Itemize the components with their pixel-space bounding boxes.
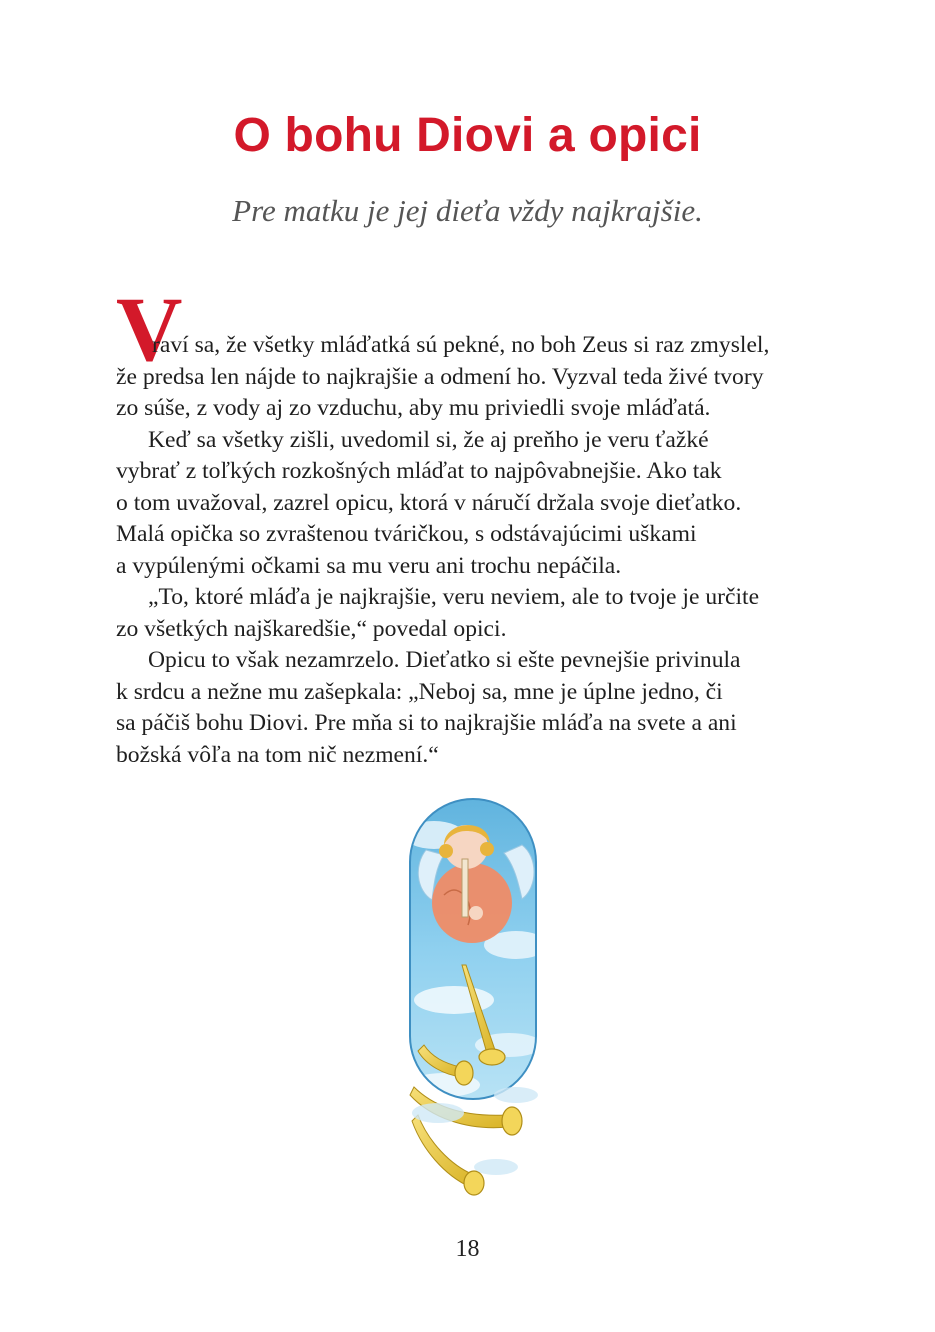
text-line: že predsa len nájde to najkrajšie a odmení ho. Vyzval teda živé tvory (116, 363, 764, 390)
drop-cap-letter: V (116, 278, 183, 380)
text-line: Opicu to však nezamrzelo. Dieťatko si ešte pevnejšie privinula (148, 647, 741, 673)
text-line: vybrať z toľkých rozkošných mláďat to najpôvabnejšie. Ako tak (116, 458, 722, 484)
paragraph (116, 645, 836, 771)
text-line: zo súše, z vody aj zo vzduchu, aby mu priviedli svoje mláďatá. (116, 395, 711, 421)
story-body (116, 330, 836, 771)
paragraph (116, 330, 836, 425)
paragraph (116, 582, 836, 645)
text-line: Keď sa všetky zišli, uvedomil si, že aj preňho je veru ťažké (148, 426, 709, 453)
paragraph (116, 425, 836, 583)
text-line: „To, ktoré mláďa je najkrajšie, veru neviem, ale to tvoje je určite (148, 584, 760, 610)
text-line: a vypúlenými očkami sa mu veru ani trochu nepáčila. (116, 552, 622, 579)
text-line: zo všetkých najškaredšie,“ povedal opici. (116, 615, 507, 642)
story-title: O bohu Diovi a opici (233, 109, 702, 162)
page-number: 18 (455, 1236, 480, 1262)
text-line: raví sa, že všetky mláďatká sú pekné, no boh Zeus si raz zmyslel, (152, 332, 770, 358)
text-line: o tom uvažoval, zazrel opicu, ktorá v náručí držala svoje dieťatko. (116, 489, 742, 516)
angel-with-horns-illustration (404, 795, 552, 1210)
text-line: sa páčiš bohu Diovi. Pre mňa si to najkrajšie mláďa na svete a ani (116, 710, 737, 736)
text-line: Malá opička so zvraštenou tváričkou, s odstávajúcimi uškami (116, 521, 697, 547)
text-line: božská vôľa na tom nič nezmení.“ (116, 741, 439, 768)
text-line: k srdcu a nežne mu zašepkala: „Neboj sa, mne je úplne jedno, či (116, 678, 723, 705)
story-motto: Pre matku je jej dieťa vždy najkrajšie. (232, 193, 703, 228)
